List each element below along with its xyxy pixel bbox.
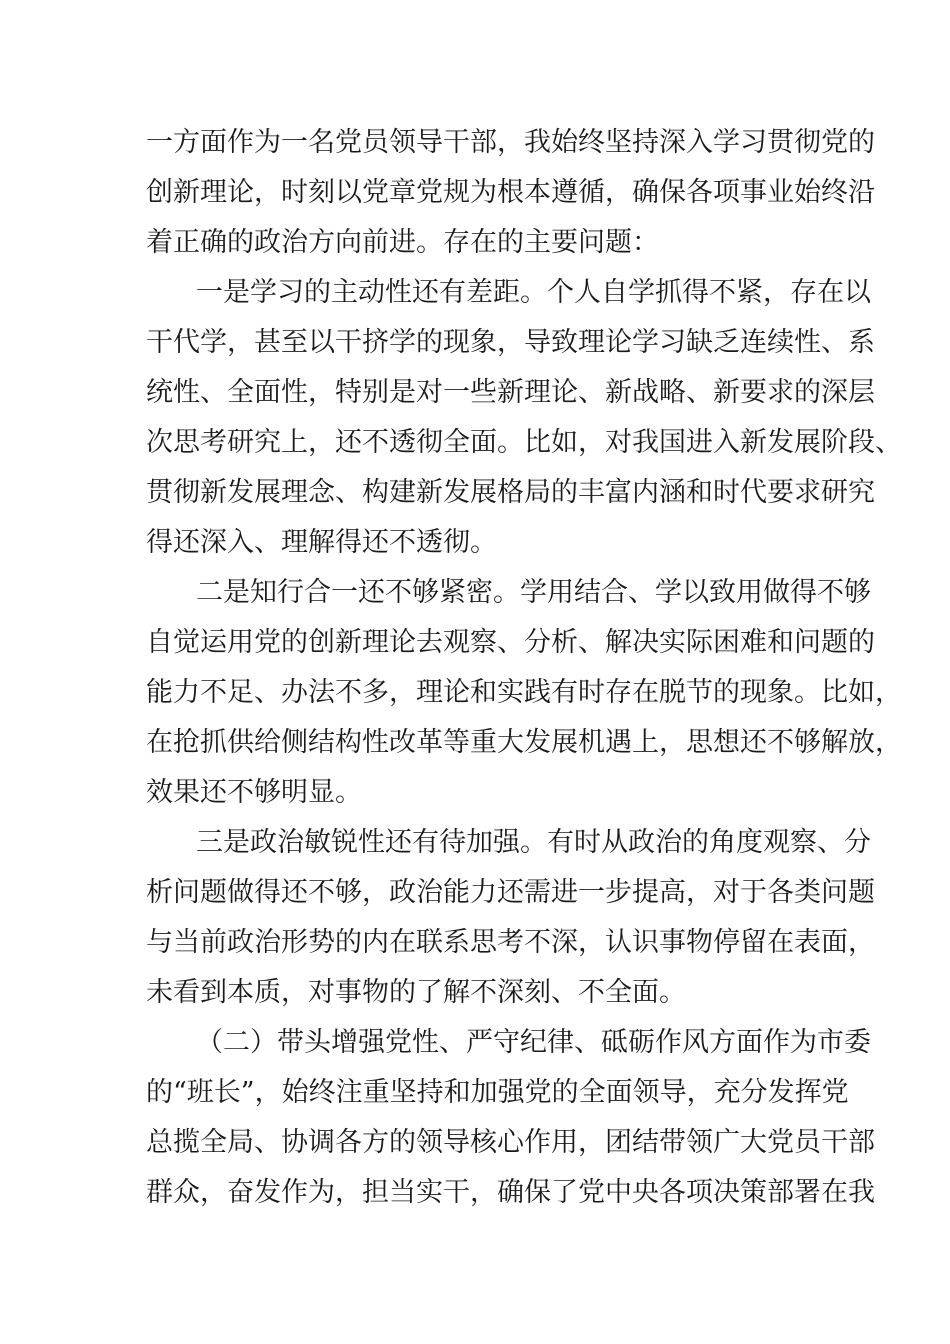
paragraph-2-line-6: 得还深入、理解得还不透彻。 — [146, 527, 497, 558]
paragraph-5-line-2: 的“班长”，始终注重坚持和加强党的全面领导，充分发挥党 — [146, 1077, 849, 1108]
paragraph-4-line-2: 析问题做得还不够，政治能力还需进一步提高，对于各类问题 — [146, 877, 875, 908]
paragraph-1-line-3: 着正确的政治方向前进。存在的主要问题： — [146, 227, 659, 258]
paragraph-2-line-4: 次思考研究上，还不透彻全面。比如，对我国进入新发展阶段、 — [146, 427, 902, 458]
paragraph-2-line-3: 统性、全面性，特别是对一些新理论、新战略、新要求的深层 — [146, 377, 875, 408]
paragraph-3-line-1: 二是知行合一还不够紧密。学用结合、学以致用做得不够 — [196, 577, 871, 608]
paragraph-2-line-2: 干代学，甚至以干挤学的现象，导致理论学习缺乏连续性、系 — [146, 327, 875, 358]
paragraph-4-line-3: 与当前政治形势的内在联系思考不深，认识事物停留在表面， — [146, 927, 875, 958]
paragraph-2-line-1: 一是学习的主动性还有差距。个人自学抓得不紧，存在以 — [196, 277, 871, 308]
paragraph-3-line-3: 能力不足、办法不多，理论和实践有时存在脱节的现象。比如， — [146, 677, 902, 708]
paragraph-4-line-4: 未看到本质，对事物的了解不深刻、不全面。 — [146, 977, 686, 1008]
paragraph-3-line-4: 在抢抓供给侧结构性改革等重大发展机遇上，思想还不够解放， — [146, 727, 902, 758]
paragraph-2-line-5: 贯彻新发展理念、构建新发展格局的丰富内涵和时代要求研究 — [146, 477, 875, 508]
paragraph-5-line-3: 总揽全局、协调各方的领导核心作用，团结带领广大党员干部 — [146, 1127, 875, 1158]
paragraph-3-line-2: 自觉运用党的创新理论去观察、分析、解决实际困难和问题的 — [146, 627, 875, 658]
paragraph-1-line-1: 一方面作为一名党员领导干部，我始终坚持深入学习贯彻党的 — [146, 127, 875, 158]
paragraph-5-line-4: 群众，奋发作为，担当实干，确保了党中央各项决策部署在我 — [146, 1177, 875, 1208]
paragraph-4-line-1: 三是政治敏锐性还有待加强。有时从政治的角度观察、分 — [196, 827, 871, 858]
paragraph-1-line-2: 创新理论，时刻以党章党规为根本遵循，确保各项事业始终沿 — [146, 177, 875, 208]
paragraph-3-line-5: 效果还不够明显。 — [146, 777, 362, 808]
paragraph-5-line-1: （二）带头增强党性、严守纪律、砥砺作风方面作为市委 — [196, 1027, 871, 1058]
